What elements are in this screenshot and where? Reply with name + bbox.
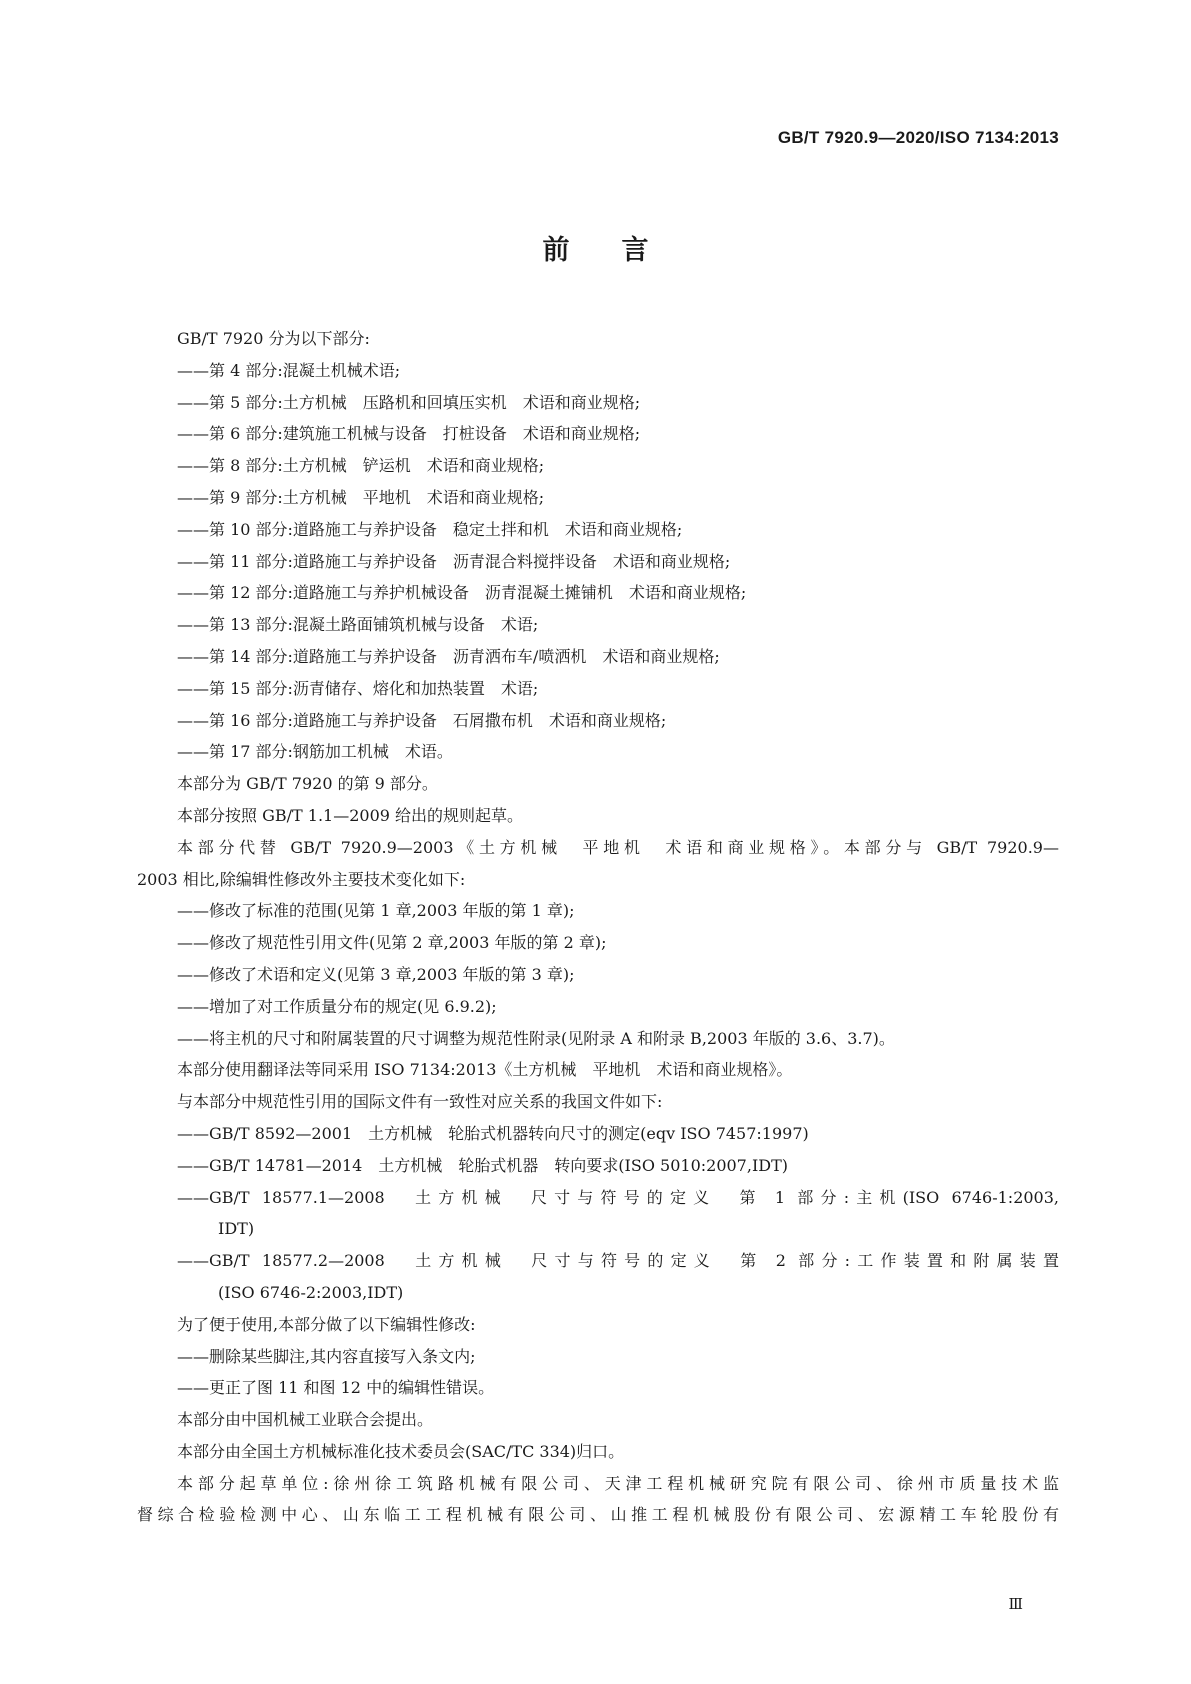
paragraph-continuation: 2003 相比,除编辑性修改外主要技术变化如下: (137, 869, 466, 889)
list-item: ——第 5 部分:土方机械 压路机和回填压实机 术语和商业规格; (177, 392, 641, 412)
title-char-1: 前 (542, 235, 570, 266)
paragraph-line: 本部分起草单位:徐州徐工筑路机械有限公司、天津工程机械研究院有限公司、徐州市质量技术监 (177, 1473, 1059, 1493)
page-title (0, 228, 1191, 267)
list-item: ——第 13 部分:混凝土路面铺筑机械与设备 术语; (177, 615, 539, 635)
list-item-continuation: (ISO 6746-2:2003,IDT) (218, 1282, 404, 1302)
list-item: ——第 8 部分:土方机械 铲运机 术语和商业规格; (177, 456, 545, 476)
standard-number-header: GB/T 7920.9—2020/ISO 7134:2013 (777, 128, 1059, 147)
list-item: ——第 17 部分:钢筋加工机械 术语。 (177, 742, 453, 762)
title-char-2: 言 (621, 235, 649, 266)
list-item: ——第 4 部分:混凝土机械术语; (177, 360, 401, 380)
list-item: ——第 12 部分:道路施工与养护机械设备 沥青混凝土摊铺机 术语和商业规格; (177, 583, 747, 603)
list-item: ——第 14 部分:道路施工与养护设备 沥青洒布车/喷洒机 术语和商业规格; (177, 646, 720, 666)
page-number: Ⅲ (1008, 1595, 1023, 1613)
paragraph-line: 为了便于使用,本部分做了以下编辑性修改: (177, 1314, 476, 1334)
paragraph-line: 本部分为 GB/T 7920 的第 9 部分。 (177, 774, 438, 794)
list-item: ——修改了规范性引用文件(见第 2 章,2003 年版的第 2 章); (177, 933, 607, 953)
list-item: ——第 9 部分:土方机械 平地机 术语和商业规格; (177, 487, 545, 507)
list-item: ——GB/T 14781—2014 土方机械 轮胎式机器 转向要求(ISO 5010:2007,IDT) (177, 1155, 789, 1175)
list-item: ——修改了术语和定义(见第 3 章,2003 年版的第 3 章); (177, 964, 575, 984)
paragraph-line: GB/T 7920 分为以下部分: (177, 329, 370, 348)
list-item: ——第 11 部分:道路施工与养护设备 沥青混合料搅拌设备 术语和商业规格; (177, 551, 731, 571)
list-item: ——GB/T 18577.1—2008 土方机械 尺寸与符号的定义 第 1 部分:主机(ISO 6746-1:2003, (177, 1187, 1059, 1207)
list-item: ——更正了图 11 和图 12 中的编辑性错误。 (177, 1378, 495, 1398)
foreword-body (137, 323, 1059, 1531)
list-item: ——GB/T 8592—2001 土方机械 轮胎式机器转向尺寸的测定(eqv ISO 7457:1997) (177, 1123, 809, 1143)
paragraph-line: 本部分使用翻译法等同采用 ISO 7134:2013《土方机械 平地机 术语和商业规格》。 (177, 1060, 793, 1080)
paragraph-line: 本部分由中国机械工业联合会提出。 (177, 1410, 434, 1430)
list-item: ——第 10 部分:道路施工与养护设备 稳定土拌和机 术语和商业规格; (177, 519, 683, 539)
list-item: ——增加了对工作质量分布的规定(见 6.9.2); (177, 996, 497, 1016)
paragraph-line: 本部分代替 GB/T 7920.9—2003《土方机械 平地机 术语和商业规格》。本部分与 GB/T 7920.9— (177, 837, 1059, 857)
paragraph-line: 本部分按照 GB/T 1.1—2009 给出的规则起草。 (177, 805, 524, 825)
paragraph-continuation: 督综合检验检测中心、山东临工工程机械有限公司、山推工程机械股份有限公司、宏源精工车轮股份有 (137, 1505, 1059, 1525)
list-item: ——第 15 部分:沥青储存、熔化和加热装置 术语; (177, 678, 539, 698)
list-item: ——删除某些脚注,其内容直接写入条文内; (177, 1346, 476, 1366)
list-item: ——第 6 部分:建筑施工机械与设备 打桩设备 术语和商业规格; (177, 424, 641, 444)
list-item: ——将主机的尺寸和附属装置的尺寸调整为规范性附录(见附录 A 和附录 B,2003 年版的 3.6、3.7)。 (177, 1028, 895, 1048)
paragraph-line: 与本部分中规范性引用的国际文件有一致性对应关系的我国文件如下: (177, 1092, 663, 1112)
list-item-continuation: IDT) (218, 1219, 255, 1239)
paragraph-line: 本部分由全国土方机械标准化技术委员会(SAC/TC 334)归口。 (177, 1441, 625, 1461)
list-item: ——第 16 部分:道路施工与养护设备 石屑撒布机 术语和商业规格; (177, 710, 667, 730)
list-item: ——修改了标准的范围(见第 1 章,2003 年版的第 1 章); (177, 901, 575, 921)
list-item: ——GB/T 18577.2—2008 土方机械 尺寸与符号的定义 第 2 部分:工作装置和附属装置 (177, 1251, 1059, 1271)
